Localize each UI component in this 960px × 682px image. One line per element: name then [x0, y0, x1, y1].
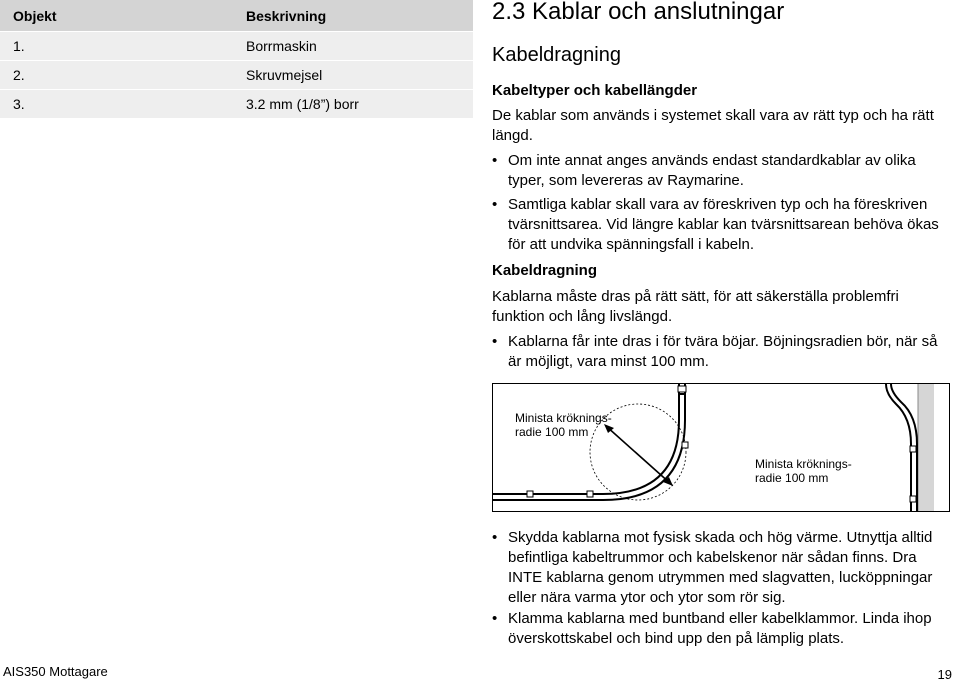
diagram-label-line: Minista kröknings-	[755, 457, 852, 471]
bullet-icon: •	[492, 333, 498, 350]
list-item	[492, 195, 952, 255]
diagram-label-line: Minista kröknings-	[515, 411, 612, 425]
list-item-text: Skydda kablarna mot fysisk skada och hög värme. Utnyttja alltid befintliga kabeltrummor och kabelskenor när sådan finns. Dra INTE kablarna genom utrymmen med slagvatten, lucköppningar eller nära varma ytor och ytor som rör sig.	[508, 529, 933, 606]
table-row	[0, 90, 473, 119]
cable-types-heading: Kabeltyper och kabellängder	[492, 82, 698, 99]
list-item	[492, 528, 952, 608]
list-item	[492, 332, 952, 372]
list-item	[492, 609, 952, 649]
list-item-text: Klamma kablarna med buntband eller kabelklammor. Linda ihop överskottskabel och bind upp den på lämplig plats.	[508, 610, 932, 647]
table-cell: Borrmaskin	[233, 32, 473, 61]
list-item	[492, 151, 952, 191]
table-cell: 3.	[0, 90, 233, 119]
section-title: 2.3 Kablar och anslutningar	[492, 0, 785, 25]
diagram-label-right	[755, 457, 852, 485]
table-cell: Skruvmejsel	[233, 61, 473, 90]
table-row	[0, 61, 473, 90]
bullet-icon: •	[492, 196, 498, 213]
list-item-text: Kablarna får inte dras i för tvära böjar. Böjningsradien bör, när så är möjligt, vara minst 100 mm.	[508, 333, 938, 370]
bullet-icon: •	[492, 610, 498, 627]
table-header-cell: Beskrivning	[233, 0, 473, 32]
subsection-title: Kabeldragning	[492, 44, 621, 66]
cable-types-intro: De kablar som används i systemet skall vara av rätt typ och ha rätt längd.	[492, 107, 934, 144]
page-number: 19	[937, 667, 952, 682]
list-item-text: Samtliga kablar skall vara av föreskriven typ och ha föreskriven tvärsnittsarea. Vid längre kablar kan tvärsnittsarean behöva ökas för att undvika spänningsfall i kabeln.	[508, 196, 939, 253]
table-cell: 2.	[0, 61, 233, 90]
table-header-cell: Objekt	[0, 0, 233, 32]
table-header-row	[0, 0, 473, 32]
bend-radius-diagram	[492, 383, 950, 512]
table-cell: 3.2 mm (1/8”) borr	[233, 90, 473, 119]
diagram-label-line: radie 100 mm	[515, 425, 589, 439]
list-item-text: Om inte annat anges används endast standardkablar av olika typer, som levereras av Raymarine.	[508, 152, 916, 189]
routing-intro: Kablarna måste dras på rätt sätt, för att säkerställa problemfri funktion och lång livslängd.	[492, 288, 899, 325]
footer-product: AIS350 Mottagare	[3, 664, 108, 679]
bend-radius-illustration	[493, 384, 949, 511]
diagram-label-line: radie 100 mm	[755, 471, 829, 485]
bullet-icon: •	[492, 529, 498, 546]
tools-table	[0, 0, 473, 119]
routing-heading: Kabeldragning	[492, 262, 598, 279]
table-cell: 1.	[0, 32, 233, 61]
diagram-label-left	[515, 411, 612, 439]
bullet-icon: •	[492, 152, 498, 169]
table-row	[0, 32, 473, 61]
